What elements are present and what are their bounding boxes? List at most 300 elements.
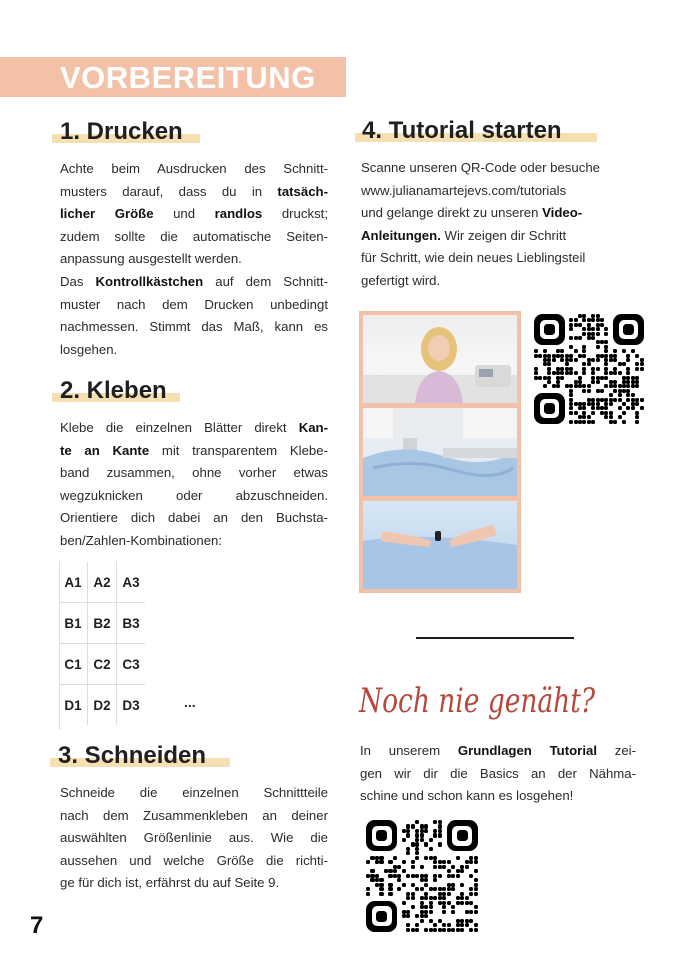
video-still-presenter[interactable]	[363, 315, 517, 403]
qr-module	[582, 327, 586, 331]
qr-module	[438, 919, 442, 923]
qr-module	[574, 358, 578, 362]
qr-module	[587, 384, 591, 388]
qr-module	[635, 367, 639, 371]
qr-module	[460, 883, 464, 887]
qr-module	[447, 923, 451, 927]
qr-module	[393, 874, 397, 878]
bold-text: Grundlagen Tutorial	[457, 743, 597, 758]
qr-module	[622, 402, 626, 406]
qr-module	[609, 402, 613, 406]
text-line	[361, 180, 651, 203]
qr-module	[442, 923, 446, 927]
qr-module	[406, 847, 410, 851]
script-noch-nie-genaeht	[355, 662, 625, 734]
qr-module	[534, 371, 538, 375]
qr-module	[613, 420, 617, 424]
qr-finder-pattern	[613, 314, 644, 345]
text: Orientiere dich dabei an den Buchsta-	[60, 510, 328, 526]
qr-module	[474, 892, 478, 896]
text-line	[60, 316, 328, 339]
qr-module	[447, 892, 451, 896]
qr-finder-dot	[623, 324, 634, 335]
qr-module	[429, 910, 433, 914]
text-line	[60, 271, 328, 294]
paragraph-drucken	[60, 158, 328, 361]
qr-module	[547, 362, 551, 366]
qr-module	[415, 838, 419, 842]
qr-module	[456, 923, 460, 927]
qr-module	[384, 869, 388, 873]
qr-module	[474, 878, 478, 882]
qr-module	[469, 892, 473, 896]
text-line	[60, 782, 328, 805]
qr-finder-pattern	[366, 901, 397, 932]
bold-text: Kontrollkästchen	[95, 273, 204, 289]
grid-cell: A2	[88, 562, 117, 603]
qr-module	[438, 896, 442, 900]
text: Das	[60, 273, 96, 289]
qr-module	[456, 869, 460, 873]
qr-module	[370, 856, 374, 860]
qr-module	[474, 910, 478, 914]
qr-module	[415, 829, 419, 833]
qr-module	[465, 910, 469, 914]
qr-finder-pattern	[534, 393, 565, 424]
qr-module	[406, 829, 410, 833]
bold-text: te an Kante	[60, 442, 150, 458]
qr-module	[569, 411, 573, 415]
qr-module	[460, 869, 464, 873]
text: ge für dich ist, erfährst du auf Seite 9.	[60, 875, 280, 891]
qr-module	[640, 398, 644, 402]
qr-module	[375, 860, 379, 864]
qr-module	[420, 838, 424, 842]
qr-module	[596, 332, 600, 336]
qr-module	[582, 389, 586, 393]
qr-module	[569, 336, 573, 340]
qr-module	[569, 371, 573, 375]
qr-module	[420, 896, 424, 900]
qr-module	[411, 824, 415, 828]
text-line	[60, 248, 328, 271]
qr-module	[618, 393, 622, 397]
grid-cell: A3	[117, 562, 146, 603]
text: Scanne unseren QR-Code oder besuche	[361, 160, 600, 175]
qr-module	[622, 362, 626, 366]
qr-module	[604, 406, 608, 410]
text: für Schritt, wie dein neues Lieblingsteil	[361, 250, 586, 266]
qr-module	[420, 905, 424, 909]
heading-kleben: 2. Kleben	[60, 377, 167, 404]
text: losgehen.	[60, 341, 118, 357]
qr-module	[569, 393, 573, 397]
qr-module	[604, 376, 608, 380]
text: zei-	[596, 743, 636, 758]
qr-module	[574, 371, 578, 375]
qr-module	[406, 914, 410, 918]
text-line	[60, 850, 328, 873]
qr-finder-pattern	[366, 820, 397, 851]
qr-module	[582, 420, 586, 424]
qr-module	[406, 923, 410, 927]
qr-module	[626, 398, 630, 402]
qr-module	[447, 860, 451, 864]
qr-module	[635, 420, 639, 424]
bold-text: Kan-	[298, 420, 328, 435]
qr-module	[451, 905, 455, 909]
qr-module	[613, 371, 617, 375]
grid-ellipsis: ...	[184, 694, 196, 710]
text-line	[60, 158, 328, 181]
qr-module	[560, 349, 564, 353]
grid-cell: B2	[88, 603, 117, 644]
text: und gelange direkt zu unseren	[361, 205, 543, 221]
text-line	[60, 440, 328, 463]
qr-module	[456, 874, 460, 878]
qr-module	[578, 336, 582, 340]
text-line	[60, 294, 328, 317]
qr-module	[406, 874, 410, 878]
qr-module	[591, 336, 595, 340]
qr-module	[626, 358, 630, 362]
qr-module	[415, 928, 419, 932]
qr-module	[560, 376, 564, 380]
text: muster nach dem Drucken unbedingt	[60, 296, 328, 312]
qr-finder-dot	[376, 830, 387, 841]
qr-module	[370, 874, 374, 878]
qr-module	[438, 842, 442, 846]
qr-module	[474, 856, 478, 860]
qr-module	[442, 896, 446, 900]
qr-module	[635, 402, 639, 406]
qr-module	[438, 874, 442, 878]
qr-module	[415, 914, 419, 918]
qr-module	[604, 362, 608, 366]
text: druckst;	[262, 206, 328, 222]
text: schine und schon kann es losgehen!	[360, 788, 574, 804]
qr-module	[465, 923, 469, 927]
qr-module	[613, 358, 617, 362]
page-number: 7	[30, 912, 44, 939]
qr-module	[469, 874, 473, 878]
qr-finder-dot	[376, 911, 387, 922]
qr-module	[582, 384, 586, 388]
text: mit transparentem Klebe-	[149, 442, 328, 458]
qr-module	[591, 411, 595, 415]
qr-module	[591, 371, 595, 375]
qr-module	[447, 869, 451, 873]
qr-module	[388, 860, 392, 864]
qr-module	[424, 892, 428, 896]
qr-module	[438, 833, 442, 837]
qr-module	[420, 910, 424, 914]
qr-module	[626, 371, 630, 375]
qr-module	[406, 824, 410, 828]
video-still-hands[interactable]	[363, 501, 517, 589]
qr-module	[420, 878, 424, 882]
qr-module	[447, 874, 451, 878]
qr-module	[460, 901, 464, 905]
qr-module	[415, 856, 419, 860]
qr-module	[622, 349, 626, 353]
qr-module	[393, 856, 397, 860]
qr-module	[600, 318, 604, 322]
qr-module	[433, 833, 437, 837]
text: musters darauf, dass du in	[60, 183, 278, 199]
qr-module	[582, 371, 586, 375]
text-line	[60, 181, 328, 204]
qr-module	[375, 856, 379, 860]
qr-module	[370, 878, 374, 882]
text: aussehen und welche Größe die richti-	[60, 852, 328, 868]
qr-module	[574, 318, 578, 322]
text-line	[60, 339, 328, 362]
qr-module	[424, 928, 428, 932]
qr-module	[388, 869, 392, 873]
qr-module	[474, 887, 478, 891]
qr-module	[424, 874, 428, 878]
qr-finder-dot	[544, 403, 555, 414]
qr-module	[451, 887, 455, 891]
qr-module	[379, 860, 383, 864]
qr-module	[635, 354, 639, 358]
qr-module	[424, 842, 428, 846]
qr-module	[538, 376, 542, 380]
qr-module	[456, 901, 460, 905]
qr-module	[420, 865, 424, 869]
qr-module	[438, 892, 442, 896]
qr-module	[442, 865, 446, 869]
qr-module	[420, 887, 424, 891]
qr-module	[433, 928, 437, 932]
text: nachmessen. Stimmt das Maß, kann es	[60, 319, 328, 335]
text-line	[361, 247, 651, 270]
qr-module	[582, 406, 586, 410]
qr-module	[631, 406, 635, 410]
qr-module	[569, 420, 573, 424]
text-line	[60, 805, 328, 828]
qr-module	[604, 349, 608, 353]
text-line	[360, 785, 636, 808]
qr-module	[582, 415, 586, 419]
qr-finder-dot	[457, 830, 468, 841]
qr-module	[433, 865, 437, 869]
text: wegzuknicken oder abzuschneiden.	[60, 487, 328, 503]
qr-module	[456, 856, 460, 860]
qr-module	[406, 833, 410, 837]
qr-module	[424, 883, 428, 887]
qr-module	[420, 824, 424, 828]
qr-module	[460, 928, 464, 932]
heading-drucken: 1. Drucken	[60, 118, 183, 145]
qr-module	[618, 371, 622, 375]
qr-module	[587, 362, 591, 366]
qr-finder-pattern	[534, 314, 565, 345]
qr-module	[578, 323, 582, 327]
qr-module	[424, 914, 428, 918]
grid-row	[59, 603, 145, 644]
qr-module	[429, 919, 433, 923]
qr-module	[433, 856, 437, 860]
qr-module	[379, 878, 383, 882]
qr-module	[604, 327, 608, 331]
qr-module	[442, 887, 446, 891]
qr-module	[402, 901, 406, 905]
qr-module	[622, 411, 626, 415]
qr-module	[442, 928, 446, 932]
qr-module	[438, 824, 442, 828]
qr-module	[613, 349, 617, 353]
qr-module	[574, 349, 578, 353]
qr-module	[429, 838, 433, 842]
qr-module	[406, 910, 410, 914]
text-line	[360, 763, 636, 786]
page-title: VORBEREITUNG	[60, 60, 316, 95]
qr-module	[402, 914, 406, 918]
qr-module	[366, 887, 370, 891]
grid-cell: C1	[59, 644, 88, 685]
qr-module	[406, 896, 410, 900]
qr-module	[375, 874, 379, 878]
qr-module	[366, 860, 370, 864]
qr-module	[429, 901, 433, 905]
qr-module	[582, 332, 586, 336]
text: auswählten Größenlinie aus. Wie die	[60, 830, 328, 846]
divider	[416, 637, 574, 639]
qr-module	[465, 901, 469, 905]
qr-module	[640, 367, 644, 371]
text-line	[60, 827, 328, 850]
qr-module	[591, 358, 595, 362]
qr-module	[393, 869, 397, 873]
qr-module	[574, 411, 578, 415]
qr-module	[465, 860, 469, 864]
text-line	[361, 270, 651, 293]
bold-text: randlos	[214, 206, 263, 222]
qr-module	[474, 860, 478, 864]
text: Schneide die einzelnen Schnittteile	[60, 785, 328, 800]
qr-module	[442, 910, 446, 914]
qr-module	[433, 829, 437, 833]
qr-module	[596, 380, 600, 384]
qr-module	[379, 887, 383, 891]
qr-module	[402, 860, 406, 864]
qr-module	[560, 358, 564, 362]
qr-module	[469, 910, 473, 914]
qr-module	[406, 892, 410, 896]
qr-code-icon[interactable]	[534, 314, 644, 424]
qr-module	[420, 833, 424, 837]
qr-module	[397, 874, 401, 878]
qr-module	[465, 919, 469, 923]
qr-module	[415, 874, 419, 878]
text-line	[360, 740, 636, 763]
qr-module	[442, 860, 446, 864]
qr-module	[600, 389, 604, 393]
qr-module	[415, 842, 419, 846]
qr-module	[582, 362, 586, 366]
text: www.julianamartejevs.com/tutorials	[361, 182, 567, 198]
qr-module	[560, 371, 564, 375]
qr-module	[591, 327, 595, 331]
paragraph-kleben	[60, 417, 328, 553]
qr-module	[433, 820, 437, 824]
qr-module	[424, 856, 428, 860]
bold-text: Anleitungen.	[361, 227, 441, 243]
bold-text: licher Größe	[60, 206, 154, 222]
qr-module	[433, 878, 437, 882]
text-line	[361, 225, 651, 248]
text: zudem sollte die automatische Seiten-	[60, 228, 328, 244]
qr-module	[433, 860, 437, 864]
qr-module	[433, 874, 437, 878]
qr-module	[370, 869, 374, 873]
qr-module	[626, 393, 630, 397]
qr-module	[626, 406, 630, 410]
qr-module	[388, 874, 392, 878]
grid-row	[59, 685, 145, 726]
qr-module	[596, 367, 600, 371]
qr-module	[618, 415, 622, 419]
qr-module	[613, 389, 617, 393]
qr-module	[438, 860, 442, 864]
qr-module	[451, 874, 455, 878]
qr-module	[424, 824, 428, 828]
grid-cell: C3	[117, 644, 146, 685]
qr-module	[438, 928, 442, 932]
qr-module	[569, 384, 573, 388]
text: Klebe die einzelnen Blätter direkt	[60, 420, 299, 435]
paragraph-schneiden	[60, 782, 328, 895]
qr-module	[442, 892, 446, 896]
grid-row	[59, 562, 145, 603]
qr-module	[375, 878, 379, 882]
qr-module	[613, 384, 617, 388]
qr-module	[420, 919, 424, 923]
qr-module	[465, 865, 469, 869]
qr-module	[604, 340, 608, 344]
qr-module	[415, 887, 419, 891]
heading-tutorial: 4. Tutorial starten	[362, 117, 562, 144]
video-still-machine[interactable]	[363, 408, 517, 496]
qr-module	[402, 829, 406, 833]
qr-module	[469, 928, 473, 932]
grid-cell: A1	[59, 562, 88, 603]
text: gefertigt wird.	[361, 272, 441, 288]
page-grid-table	[59, 562, 145, 725]
grid-cell: B1	[59, 603, 88, 644]
qr-module	[569, 345, 573, 349]
qr-module	[534, 349, 538, 353]
qr-module	[604, 332, 608, 336]
qr-finder-pattern	[447, 820, 478, 851]
qr-module	[415, 833, 419, 837]
qr-module	[469, 919, 473, 923]
paragraph-tutorial	[361, 157, 651, 293]
bold-text: Video-	[542, 205, 583, 221]
text: Wir zeigen dir Schritt	[440, 227, 567, 243]
qr-module	[438, 829, 442, 833]
qr-module	[635, 362, 639, 366]
qr-module	[460, 919, 464, 923]
qr-module	[442, 905, 446, 909]
qr-module	[591, 406, 595, 410]
qr-module	[613, 398, 617, 402]
qr-module	[604, 384, 608, 388]
qr-code-icon[interactable]	[366, 820, 478, 932]
qr-module	[456, 928, 460, 932]
